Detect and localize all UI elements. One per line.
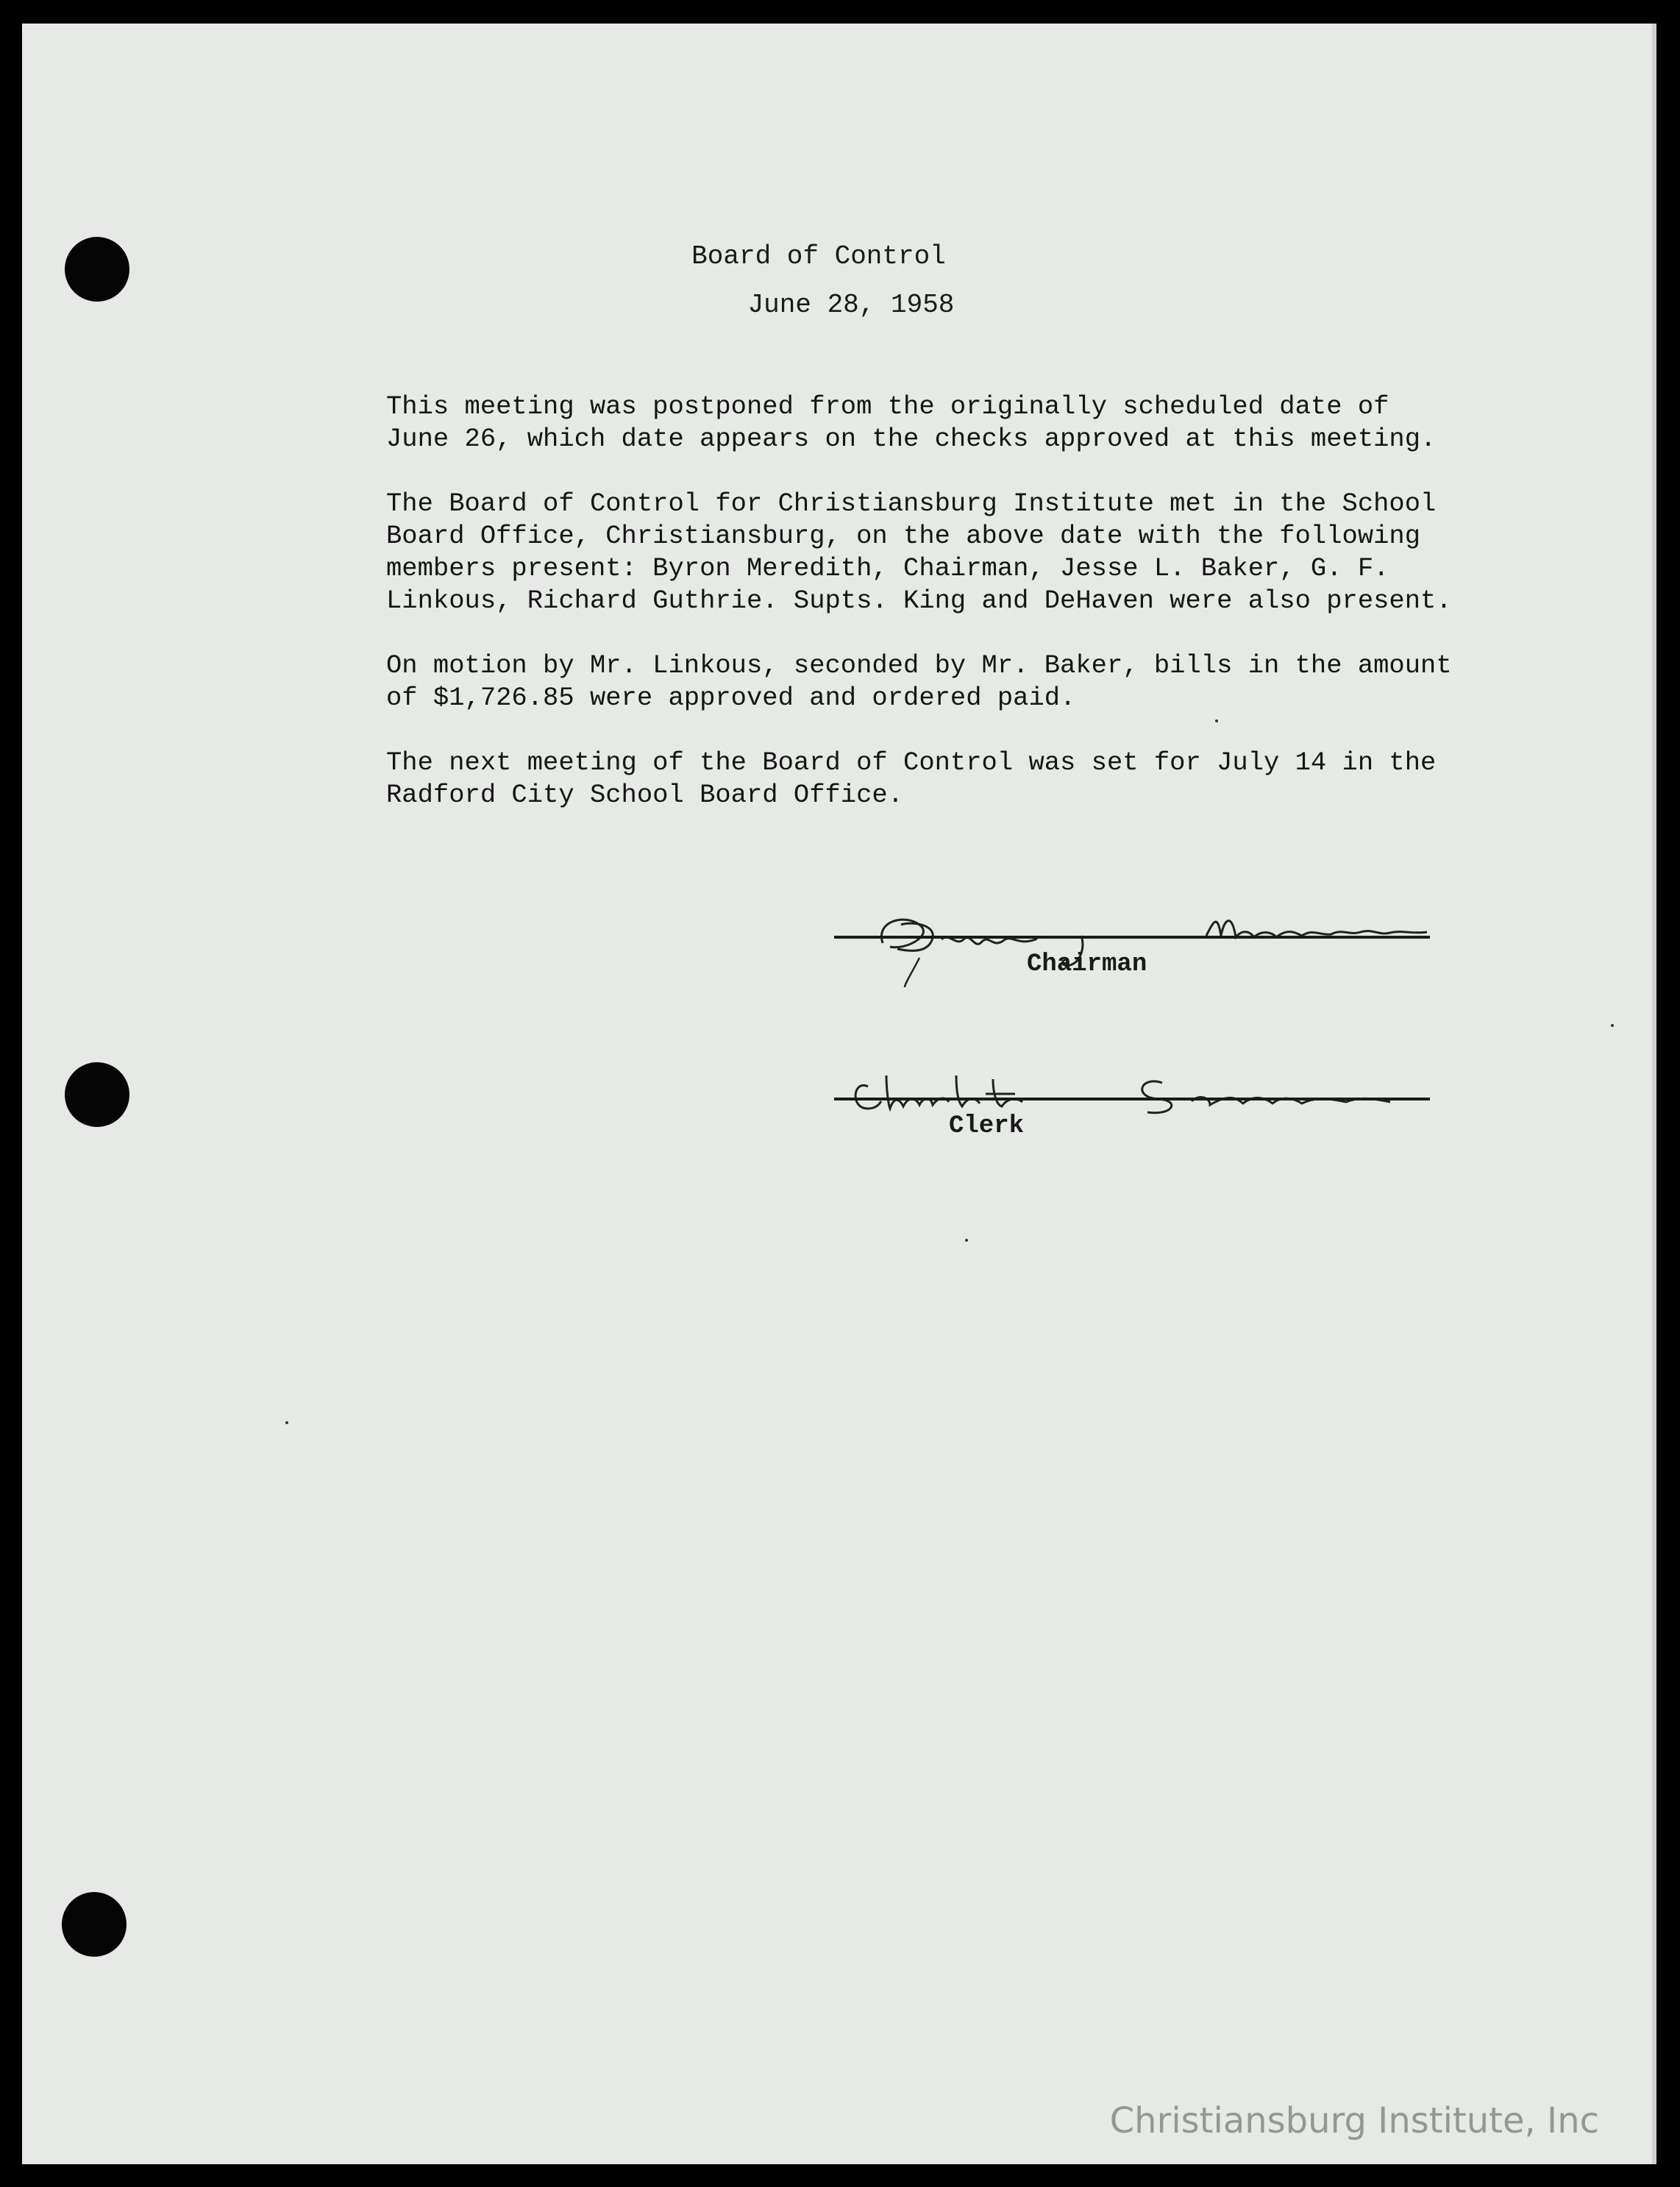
document-body [386, 391, 1534, 844]
watermark-text: Christiansburg Institute, Inc [1109, 2100, 1599, 2141]
punch-hole-middle [65, 1062, 129, 1127]
punch-hole-top [65, 237, 129, 302]
chairman-signature [861, 892, 1464, 995]
paper-speck [285, 1421, 288, 1424]
document-page [22, 24, 1656, 2164]
document-title: Board of Control [691, 241, 946, 271]
paper-speck [1215, 719, 1218, 722]
clerk-label: Clerk [949, 1112, 1025, 1140]
paper-speck [1611, 1024, 1614, 1027]
chairman-signature-line [834, 936, 1430, 939]
clerk-signature [846, 1053, 1449, 1134]
chairman-label: Chairman [1027, 950, 1147, 978]
document-date: June 28, 1958 [747, 290, 955, 320]
paragraph-attendance: The Board of Control for Christiansburg Institute met in the School Board Office, Christiansburg, on the above date with the following members present: Byron Meredith, Chairman, Jesse L. Baker, G. F. Linkous, Richard Guthrie. Supts. King and DeHaven were also present. [386, 488, 1452, 616]
clerk-signature-line [834, 1098, 1430, 1100]
paper-speck [965, 1239, 968, 1242]
paragraph-next-meeting: The next meeting of the Board of Control was set for July 14 in the Radford City School Board Office. [386, 747, 1437, 810]
punch-hole-bottom [62, 1892, 127, 1957]
paragraph-postponement: This meeting was postponed from the originally scheduled date of June 26, which date appears on the checks approved at this meeting. [386, 391, 1437, 454]
paragraph-motion: On motion by Mr. Linkous, seconded by Mr. Baker, bills in the amount of $1,726.85 were approved and ordered paid. [386, 650, 1452, 713]
